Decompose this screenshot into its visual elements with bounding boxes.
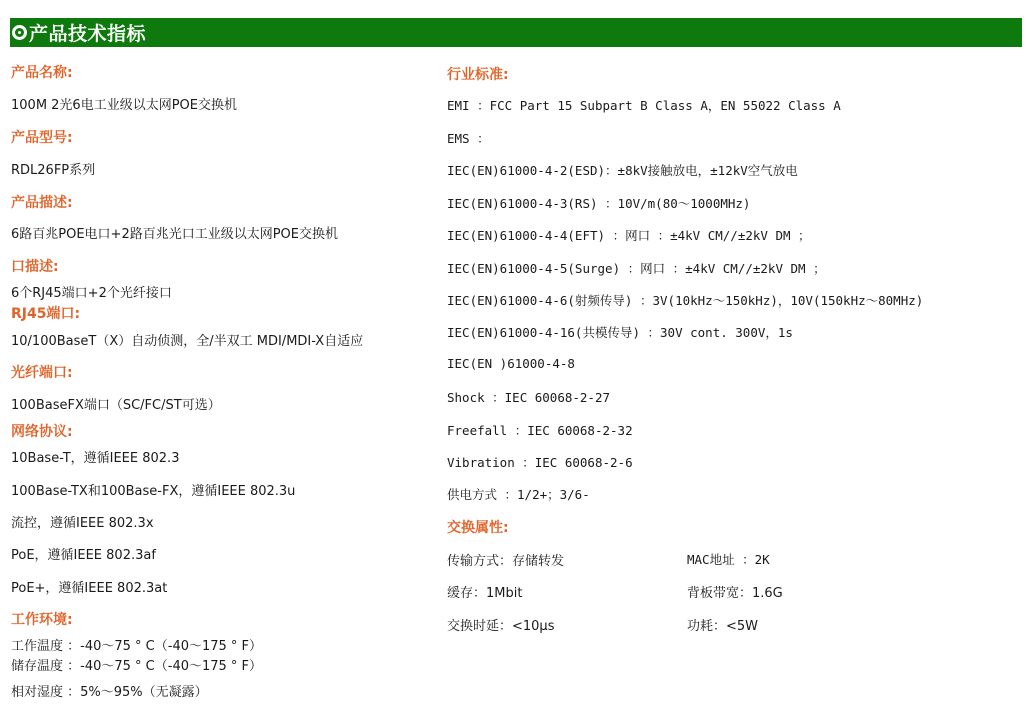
switch-attribute: 传输方式：存储转发 <box>447 554 565 569</box>
standard-item: IEC(EN)61000-4-5(Surge) ：网口 ：±4kV CM//±2kV DM ； <box>447 261 826 276</box>
switch-attributes-label: 交换属性: <box>447 520 509 536</box>
port-description: 6个RJ45端口+2个光纤接口 <box>11 286 172 301</box>
standard-item: EMS ： <box>447 131 490 146</box>
standard-item: EMI ：FCC Part 15 Subpart B Class A，EN 55022 Class A <box>447 98 841 113</box>
standard-item: IEC(EN)61000-4-4(EFT) ：网口 ：±4kV CM//±2kV DM ； <box>447 228 811 243</box>
rj45-description: 10/100BaseT（X）自动侦测，全/半双工 MDI/MDI-X自适应 <box>11 334 364 349</box>
protocol-item: PoE，遵循IEEE 802.3af <box>11 548 156 563</box>
description-label: 产品描述: <box>11 195 73 211</box>
description: 6路百兆POE电口+2路百兆光口工业级以太网POE交换机 <box>11 227 339 242</box>
protocol-item: 流控，遵循IEEE 802.3x <box>11 516 154 531</box>
section-header <box>10 18 1022 47</box>
environment-item: 储存温度 ：-40～75 ° C（-40～175 ° F） <box>11 659 263 674</box>
bullet-circle-icon <box>12 25 27 40</box>
port-label: 口描述: <box>11 259 59 275</box>
protocol-item: 10Base-T，遵循IEEE 802.3 <box>11 451 180 466</box>
section-title: 产品技术指标 <box>29 23 147 45</box>
standard-item: IEC(EN )61000-4-8 <box>447 356 575 371</box>
protocol-label: 网络协议: <box>11 424 73 440</box>
environment-item: 工作温度 ：-40～75 ° C（-40～175 ° F） <box>11 639 263 654</box>
model-label: 产品型号: <box>11 130 73 146</box>
rj45-label: RJ45端口: <box>11 306 81 322</box>
environment-item: 相对湿度 ：5%～95%（无凝露） <box>11 685 208 700</box>
product-name: 100M 2光6电工业级以太网POE交换机 <box>11 98 237 113</box>
standard-item: Freefall ：IEC 60068-2-32 <box>447 423 633 438</box>
standard-item: IEC(EN)61000-4-2(ESD)：±8kV接触放电，±12kV空气放电 <box>447 163 798 178</box>
standard-item: 供电方式 ：1/2+；3/6- <box>447 487 590 502</box>
fiber-description: 100BaseFX端口（SC/FC/ST可选） <box>11 398 221 413</box>
standard-item: IEC(EN)61000-4-16(共模传导) ：30V cont. 300V，1s <box>447 325 793 340</box>
switch-attribute: 功耗：<5W <box>687 619 759 634</box>
standard-item: Vibration ：IEC 60068-2-6 <box>447 455 633 470</box>
switch-attribute: MAC地址 ：2K <box>687 552 770 567</box>
model: RDL26FP系列 <box>11 163 96 178</box>
switch-attribute: 缓存：1Mbit <box>447 586 523 601</box>
switch-attribute: 背板带宽：1.6G <box>687 586 783 601</box>
environment-label: 工作环境: <box>11 612 73 628</box>
protocol-item: 100Base-TX和100Base-FX，遵循IEEE 802.3u <box>11 484 296 499</box>
standard-item: Shock ：IEC 60068-2-27 <box>447 390 611 405</box>
product-name-label: 产品名称: <box>11 65 73 81</box>
standard-item: IEC(EN)61000-4-6(射频传导) ：3V(10kHz～150kHz)，10V(150kHz～80MHz) <box>447 293 924 308</box>
fiber-label: 光纤端口: <box>11 365 73 381</box>
protocol-item: PoE+，遵循IEEE 802.3at <box>11 581 168 596</box>
switch-attribute: 交换时延：<10μs <box>447 619 555 634</box>
standards-label: 行业标准: <box>447 67 509 83</box>
standard-item: IEC(EN)61000-4-3(RS) ：10V/m(80～1000MHz) <box>447 196 751 211</box>
